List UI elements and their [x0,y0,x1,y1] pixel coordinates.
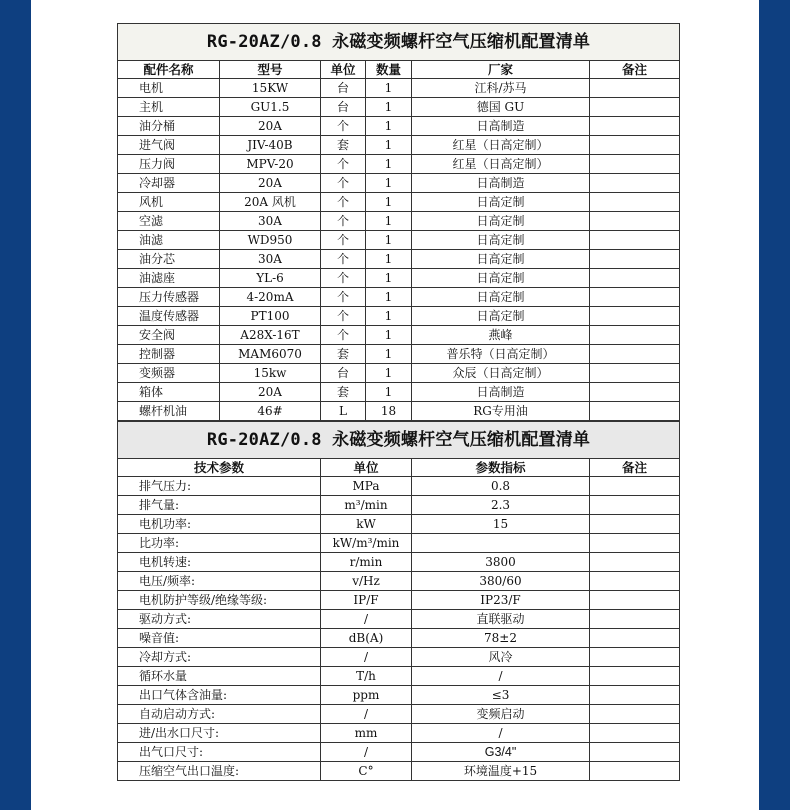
model-cell: 20A 风机 [220,193,321,212]
tech-param-name-cell: 电机功率: [118,515,321,534]
manufacturer-cell: 日高定制 [412,250,590,269]
config-list-row [118,250,680,269]
config-list-table [117,23,680,421]
tech-param-remarks-cell [590,629,680,648]
remarks-cell [590,383,680,402]
tech-param-value-cell: 380/60 [412,572,590,591]
tech-param-value-cell: 直联驱动 [412,610,590,629]
quantity-cell: 1 [366,79,412,98]
quantity-cell: 1 [366,174,412,193]
tech-param-name-cell: 冷却方式: [118,648,321,667]
tech-param-name-cell: 出口气体含油量: [118,686,321,705]
tech-param-unit-cell: C° [321,762,412,781]
tech-param-unit-cell: T/h [321,667,412,686]
header-model: 型号 [220,61,321,79]
model-cell: 30A [220,250,321,269]
tech-param-remarks-cell [590,572,680,591]
part-name-cell: 变频器 [118,364,220,383]
tech-param-value-cell: 2.3 [412,496,590,515]
model-cell: WD950 [220,231,321,250]
model-cell: JIV-40B [220,136,321,155]
tech-params-row [118,667,680,686]
model-cell: 4-20mA [220,288,321,307]
manufacturer-cell: 日高定制 [412,231,590,250]
tech-param-unit-cell: v/Hz [321,572,412,591]
quantity-cell: 1 [366,326,412,345]
tech-param-remarks-cell [590,477,680,496]
quantity-cell: 1 [366,155,412,174]
tech-param-unit-cell: / [321,648,412,667]
header-unit: 单位 [321,61,366,79]
part-name-cell: 压力阀 [118,155,220,174]
unit-cell: 个 [321,326,366,345]
manufacturer-cell: 日高定制 [412,212,590,231]
remarks-cell [590,193,680,212]
tech-params-row [118,553,680,572]
tech-params-row [118,534,680,553]
tech-param-unit-cell: dB(A) [321,629,412,648]
unit-cell: 个 [321,155,366,174]
tech-param-name-cell: 电机转速: [118,553,321,572]
config-list-row [118,193,680,212]
tech-param-unit-cell: IP/F [321,591,412,610]
manufacturer-cell: 江科/苏马 [412,79,590,98]
tech-param-value-cell: IP23/F [412,591,590,610]
tech-param-name-cell: 自动启动方式: [118,705,321,724]
tech-param-value-cell: 0.8 [412,477,590,496]
tech-param-remarks-cell [590,496,680,515]
unit-cell: 个 [321,193,366,212]
tech-param-remarks-cell [590,591,680,610]
remarks-cell [590,364,680,383]
tech-param-value-cell: G3/4" [412,743,590,762]
manufacturer-cell: 日高定制 [412,288,590,307]
tech-param-remarks-cell [590,553,680,572]
config-list-row [118,364,680,383]
remarks-cell [590,326,680,345]
config-list-row [118,307,680,326]
tech-param-remarks-cell [590,667,680,686]
tech-param-name-cell: 进/出水口尺寸: [118,724,321,743]
quantity-cell: 1 [366,193,412,212]
tech-param-name-cell: 压缩空气出口温度: [118,762,321,781]
unit-cell: 个 [321,231,366,250]
tech-param-name-cell: 出气口尺寸: [118,743,321,762]
model-cell: 15KW [220,79,321,98]
manufacturer-cell: 日高定制 [412,307,590,326]
quantity-cell: 1 [366,307,412,326]
model-cell: PT100 [220,307,321,326]
header-manufacturer: 厂家 [412,61,590,79]
part-name-cell: 控制器 [118,345,220,364]
tech-params-row [118,648,680,667]
header-param-value: 参数指标 [412,459,590,477]
tech-param-remarks-cell [590,705,680,724]
model-cell: 20A [220,174,321,193]
manufacturer-cell: 普乐特（日高定制） [412,345,590,364]
tech-param-name-cell: 排气压力: [118,477,321,496]
quantity-cell: 1 [366,98,412,117]
manufacturer-cell: 燕峰 [412,326,590,345]
unit-cell: 个 [321,212,366,231]
manufacturer-cell: 日高制造 [412,117,590,136]
tech-param-remarks-cell [590,515,680,534]
tech-params-row [118,762,680,781]
model-cell: 20A [220,383,321,402]
tech-param-value-cell: 风冷 [412,648,590,667]
header-remarks: 备注 [590,61,680,79]
tech-param-remarks-cell [590,648,680,667]
tech-params-row [118,572,680,591]
model-cell: 30A [220,212,321,231]
model-cell: 15kw [220,364,321,383]
part-name-cell: 压力传感器 [118,288,220,307]
quantity-cell: 1 [366,383,412,402]
tech-param-remarks-cell [590,534,680,553]
tech-param-value-cell: 变频启动 [412,705,590,724]
part-name-cell: 进气阀 [118,136,220,155]
model-cell: YL-6 [220,269,321,288]
unit-cell: 台 [321,364,366,383]
tech-param-unit-cell: kW [321,515,412,534]
tech-param-remarks-cell [590,686,680,705]
tech-param-value-cell: 环境温度+15 [412,762,590,781]
config-list-row [118,79,680,98]
tech-params-row [118,591,680,610]
remarks-cell [590,79,680,98]
tech-param-unit-cell: m³/min [321,496,412,515]
manufacturer-cell: 众辰（日高定制） [412,364,590,383]
tech-params-title: RG-20AZ/0.8 永磁变频螺杆空气压缩机配置清单 [118,422,680,459]
config-list-title: RG-20AZ/0.8 永磁变频螺杆空气压缩机配置清单 [118,24,680,61]
tech-params-row [118,686,680,705]
config-list-row [118,231,680,250]
right-blue-band [759,0,790,810]
tech-params-row [118,743,680,762]
config-list-row [118,174,680,193]
part-name-cell: 温度传感器 [118,307,220,326]
unit-cell: 个 [321,174,366,193]
tech-param-value-cell [412,534,590,553]
quantity-cell: 1 [366,117,412,136]
config-list-row [118,117,680,136]
model-cell: 46# [220,402,321,421]
config-list-row [118,136,680,155]
part-name-cell: 油分桶 [118,117,220,136]
config-list-row [118,383,680,402]
tech-param-unit-cell: / [321,743,412,762]
unit-cell: 个 [321,269,366,288]
config-list-row [118,269,680,288]
config-list-row [118,345,680,364]
tech-params-row [118,705,680,724]
left-blue-band [0,0,31,810]
quantity-cell: 1 [366,231,412,250]
part-name-cell: 螺杆机油 [118,402,220,421]
manufacturer-cell: 红星（日高定制） [412,155,590,174]
tech-params-header-row [118,459,680,477]
model-cell: MAM6070 [220,345,321,364]
model-cell: GU1.5 [220,98,321,117]
config-list-row [118,402,680,421]
quantity-cell: 1 [366,212,412,231]
remarks-cell [590,174,680,193]
manufacturer-cell: RG专用油 [412,402,590,421]
config-list-row [118,326,680,345]
tech-param-unit-cell: r/min [321,553,412,572]
unit-cell: 个 [321,250,366,269]
tech-param-name-cell: 比功率: [118,534,321,553]
tech-params-row [118,610,680,629]
quantity-cell: 18 [366,402,412,421]
part-name-cell: 冷却器 [118,174,220,193]
manufacturer-cell: 红星（日高定制） [412,136,590,155]
tech-param-unit-cell: kW/m³/min [321,534,412,553]
part-name-cell: 箱体 [118,383,220,402]
tech-param-value-cell: / [412,667,590,686]
quantity-cell: 1 [366,364,412,383]
model-cell: MPV-20 [220,155,321,174]
manufacturer-cell: 日高定制 [412,193,590,212]
tech-param-name-cell: 电压/频率: [118,572,321,591]
manufacturer-cell: 德国 GU [412,98,590,117]
config-list-row [118,288,680,307]
tech-param-name-cell: 噪音值: [118,629,321,648]
remarks-cell [590,155,680,174]
tech-params-row [118,477,680,496]
unit-cell: 个 [321,117,366,136]
remarks-cell [590,231,680,250]
remarks-cell [590,212,680,231]
model-cell: A28X-16T [220,326,321,345]
tech-params-row [118,724,680,743]
part-name-cell: 油滤 [118,231,220,250]
header-quantity: 数量 [366,61,412,79]
unit-cell: 个 [321,307,366,326]
tech-param-name-cell: 电机防护等级/绝缘等级: [118,591,321,610]
tech-param-unit-cell: mm [321,724,412,743]
unit-cell: 套 [321,345,366,364]
unit-cell: 台 [321,98,366,117]
remarks-cell [590,98,680,117]
remarks-cell [590,269,680,288]
config-list-row [118,98,680,117]
tech-param-unit-cell: MPa [321,477,412,496]
quantity-cell: 1 [366,269,412,288]
part-name-cell: 油滤座 [118,269,220,288]
tech-params-table [117,421,680,781]
manufacturer-cell: 日高制造 [412,383,590,402]
tech-param-value-cell: 15 [412,515,590,534]
part-name-cell: 风机 [118,193,220,212]
config-list-header-row [118,61,680,79]
tech-params-row [118,629,680,648]
part-name-cell: 主机 [118,98,220,117]
tech-param-unit-cell: ppm [321,686,412,705]
model-cell: 20A [220,117,321,136]
header-remarks: 备注 [590,459,680,477]
header-unit: 单位 [321,459,412,477]
header-part-name: 配件名称 [118,61,220,79]
quantity-cell: 1 [366,345,412,364]
tech-param-remarks-cell [590,724,680,743]
quantity-cell: 1 [366,136,412,155]
tech-param-name-cell: 驱动方式: [118,610,321,629]
quantity-cell: 1 [366,288,412,307]
manufacturer-cell: 日高制造 [412,174,590,193]
header-tech-param: 技术参数 [118,459,321,477]
remarks-cell [590,402,680,421]
config-list-row [118,212,680,231]
remarks-cell [590,117,680,136]
tech-param-name-cell: 循环水量 [118,667,321,686]
quantity-cell: 1 [366,250,412,269]
part-name-cell: 空滤 [118,212,220,231]
tech-param-remarks-cell [590,743,680,762]
unit-cell: 套 [321,383,366,402]
tech-param-name-cell: 排气量: [118,496,321,515]
remarks-cell [590,136,680,155]
remarks-cell [590,345,680,364]
unit-cell: L [321,402,366,421]
tech-params-row [118,496,680,515]
unit-cell: 台 [321,79,366,98]
manufacturer-cell: 日高定制 [412,269,590,288]
tech-param-value-cell: 78±2 [412,629,590,648]
remarks-cell [590,288,680,307]
configuration-sheet [117,23,679,781]
remarks-cell [590,250,680,269]
tech-param-remarks-cell [590,762,680,781]
part-name-cell: 安全阀 [118,326,220,345]
tech-param-unit-cell: / [321,610,412,629]
tech-param-remarks-cell [590,610,680,629]
tech-param-unit-cell: / [321,705,412,724]
config-list-row [118,155,680,174]
tech-param-value-cell: / [412,724,590,743]
remarks-cell [590,307,680,326]
tech-param-value-cell: ≤3 [412,686,590,705]
tech-param-value-cell: 3800 [412,553,590,572]
unit-cell: 个 [321,288,366,307]
part-name-cell: 电机 [118,79,220,98]
tech-params-row [118,515,680,534]
unit-cell: 套 [321,136,366,155]
part-name-cell: 油分芯 [118,250,220,269]
